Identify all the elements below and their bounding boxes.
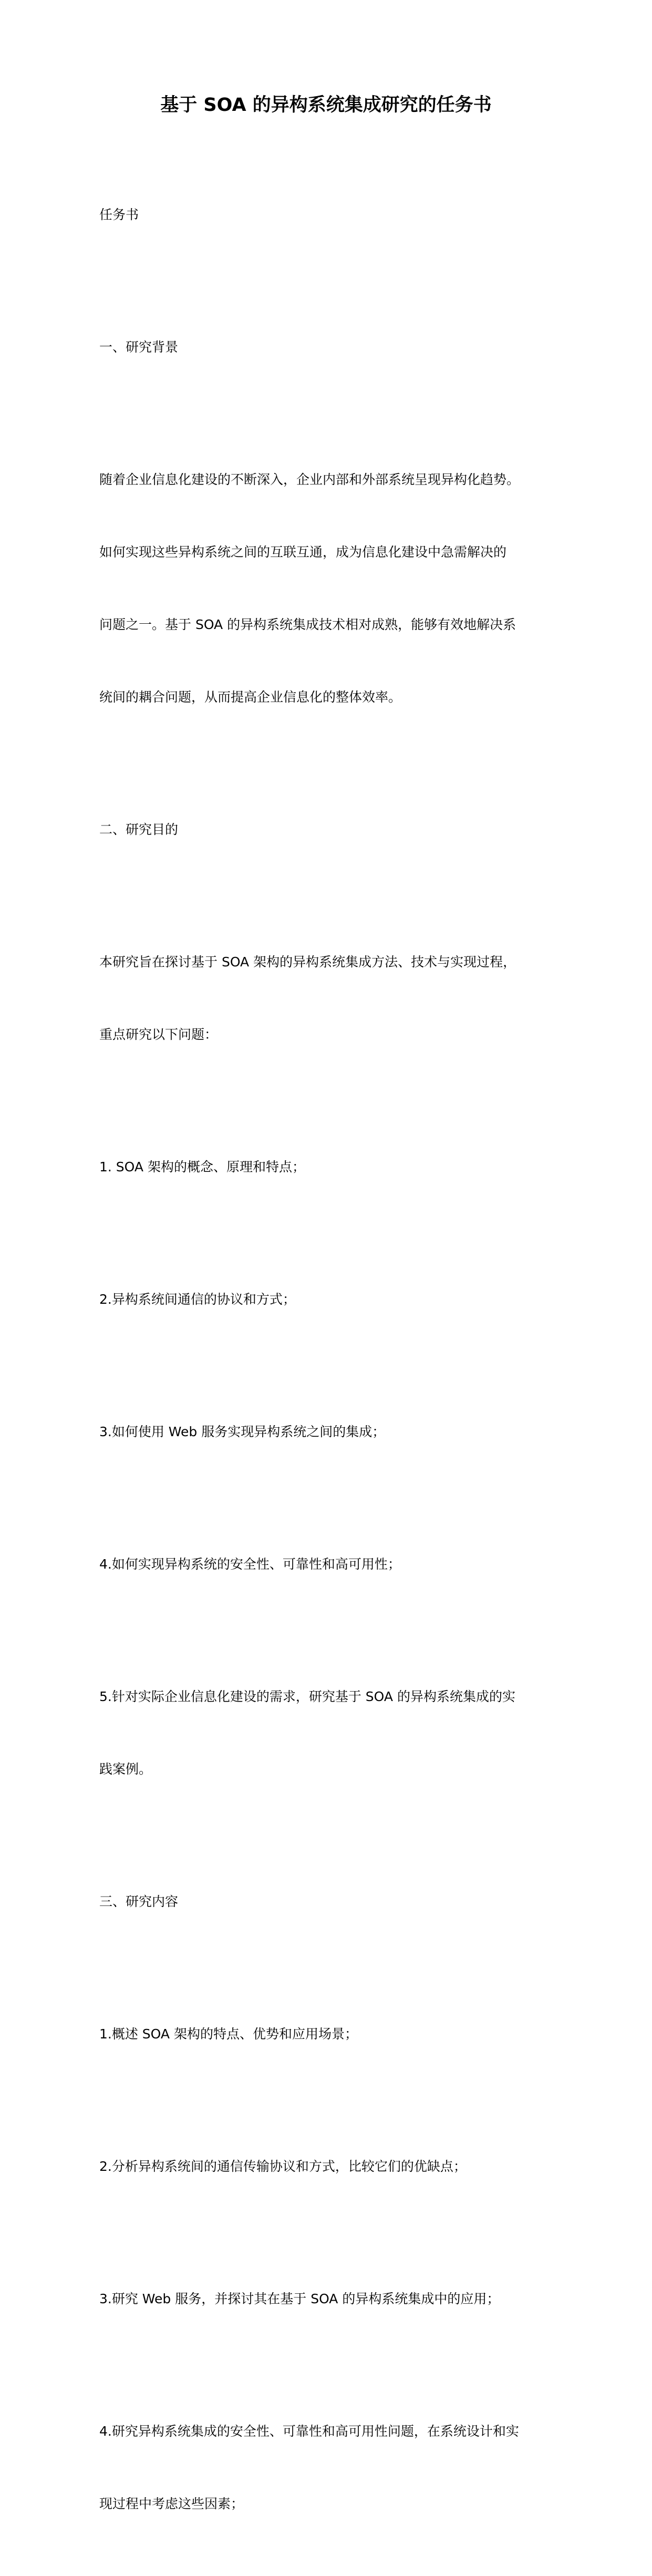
text-line: 3.研究 Web 服务，并探讨其在基于 SOA 的异构系统集成中的应用； (99, 2291, 500, 2306)
text-line: 任务书 (99, 207, 139, 222)
list-item-content-4 (99, 2371, 572, 2564)
text-line: 4.研究异构系统集成的安全性、可靠性和高可用性问题，在系统设计和实 (99, 2424, 519, 2439)
document-body (99, 154, 572, 2576)
list-item-content-3 (99, 2239, 572, 2359)
text-line: 一、研究背景 (99, 339, 179, 355)
text-line: 1.概述 SOA 架构的特点、优势和应用场景； (99, 2026, 358, 2042)
text-line: 重点研究以下问题： (99, 1027, 218, 1042)
text-line: 2.异构系统间通信的协议和方式； (99, 1292, 296, 1307)
list-item-content-2 (99, 2106, 572, 2227)
text-line: 如何实现这些异构系统之间的互联互通，成为信息化建设中急需解决的 (99, 544, 507, 560)
list-item-purpose-1 (99, 1107, 572, 1228)
list-item-purpose-5 (99, 1636, 572, 1830)
text-line: 2.分析异构系统间的通信传输协议和方式，比较它们的优缺点； (99, 2159, 467, 2174)
text-line: 本研究旨在探讨基于 SOA 架构的异构系统集成方法、技术与实现过程， (99, 954, 516, 970)
list-item-purpose-2 (99, 1239, 572, 1360)
section-heading-content (99, 1841, 572, 1962)
text-line: 现过程中考虑这些因素； (99, 2496, 244, 2511)
list-item-purpose-4 (99, 1504, 572, 1625)
text-line: 3.如何使用 Web 服务实现异构系统之间的集成； (99, 1424, 386, 1439)
text-line: 统间的耦合问题，从而提高企业信息化的整体效率。 (99, 689, 402, 705)
section-heading-purpose (99, 769, 572, 890)
text-line: 践案例。 (99, 1761, 152, 1777)
text-line: 4.如何实现异构系统的安全性、可靠性和高可用性； (99, 1557, 401, 1572)
text-line: 随着企业信息化建设的不断深入，企业内部和外部系统呈现异构化趋势。 (99, 472, 520, 487)
text-line: 问题之一。基于 SOA 的异构系统集成技术相对成熟，能够有效地解决系 (99, 617, 516, 632)
paragraph-task-heading (99, 154, 572, 275)
paragraph-purpose (99, 902, 572, 1095)
text-line: 5.针对实际企业信息化建设的需求，研究基于 SOA 的异构系统集成的实 (99, 1689, 515, 1704)
text-line: 1. SOA 架构的概念、原理和特点； (99, 1159, 305, 1174)
list-item-content-1 (99, 1974, 572, 2095)
text-line: 二、研究目的 (99, 822, 179, 837)
paragraph-background (99, 419, 572, 758)
text-line: 三、研究内容 (99, 1894, 179, 1909)
section-heading-background (99, 287, 572, 408)
document-title: 基于 SOA 的异构系统集成研究的任务书 (160, 95, 492, 116)
list-item-purpose-3 (99, 1372, 572, 1492)
